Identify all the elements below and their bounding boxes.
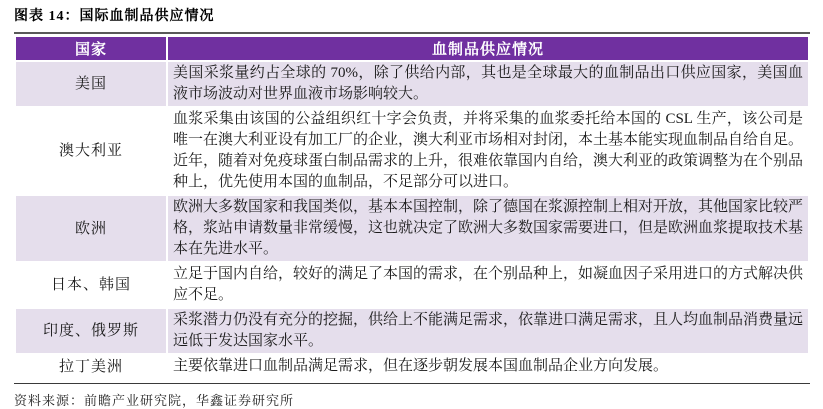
supply-description-cell: 主要依靠进口血制品满足需求，但在逐步朝发展本国血制品企业方向发展。 [168,355,808,378]
table-row-europe [16,196,808,261]
table-bottom-rule [14,383,810,384]
country-cell: 日本、韩国 [16,263,166,307]
data-source-note: 资料来源：前瞻产业研究院，华鑫证券研究所 [14,393,295,408]
table-row-australia [16,108,808,194]
supply-description-cell: 欧洲大多数国家和我国类似，基本本国控制，除了德国在浆源控制上相对开放，其他国家比较严格，浆站申请数量非常缓慢，这也就决定了欧洲大多数国家需要进口，但是欧洲血浆提取技术基本在先进水平。 [168,196,808,261]
blood-supply-table [14,35,810,380]
table-row-india-russia [16,309,808,353]
table-row-japan-korea [16,263,808,307]
country-cell: 澳大利亚 [16,108,166,194]
table-header-row [16,37,808,60]
supply-description-cell: 血浆采集由该国的公益组织红十字会负责，并将采集的血浆委托给本国的 CSL 生产，该公司是唯一在澳大利亚设有加工厂的企业，澳大利亚市场相对封闭，本土基本能实现血制品自给自足。近年，随着对免疫球蛋白制品需求的上升，很难依靠国内自给，澳大利亚的政策调整为在个别品种上，优先使用本国的血制品，不足部分可以进口。 [168,108,808,194]
country-cell: 拉丁美洲 [16,355,166,378]
figure-title: 图表 14：国际血制品供应情况 [14,9,215,24]
title-divider-rule [14,32,810,34]
supply-description-cell: 采浆潜力仍没有充分的挖掘，供给上不能满足需求，依靠进口满足需求，且人均血制品消费量远远低于发达国家水平。 [168,309,808,353]
country-cell: 印度、俄罗斯 [16,309,166,353]
column-header-country: 国家 [16,37,166,60]
supply-description-cell: 立足于国内自给，较好的满足了本国的需求，在个别品种上，如凝血因子采用进口的方式解决供应不足。 [168,263,808,307]
table-row-usa [16,62,808,106]
supply-description-cell: 美国采浆量约占全球的 70%，除了供给内部，其也是全球最大的血制品出口供应国家，美国血液市场波动对世界血液市场影响较大。 [168,62,808,106]
country-cell: 美国 [16,62,166,106]
column-header-supply-status: 血制品供应情况 [168,37,808,60]
table-row-latin-america [16,355,808,378]
country-cell: 欧洲 [16,196,166,261]
